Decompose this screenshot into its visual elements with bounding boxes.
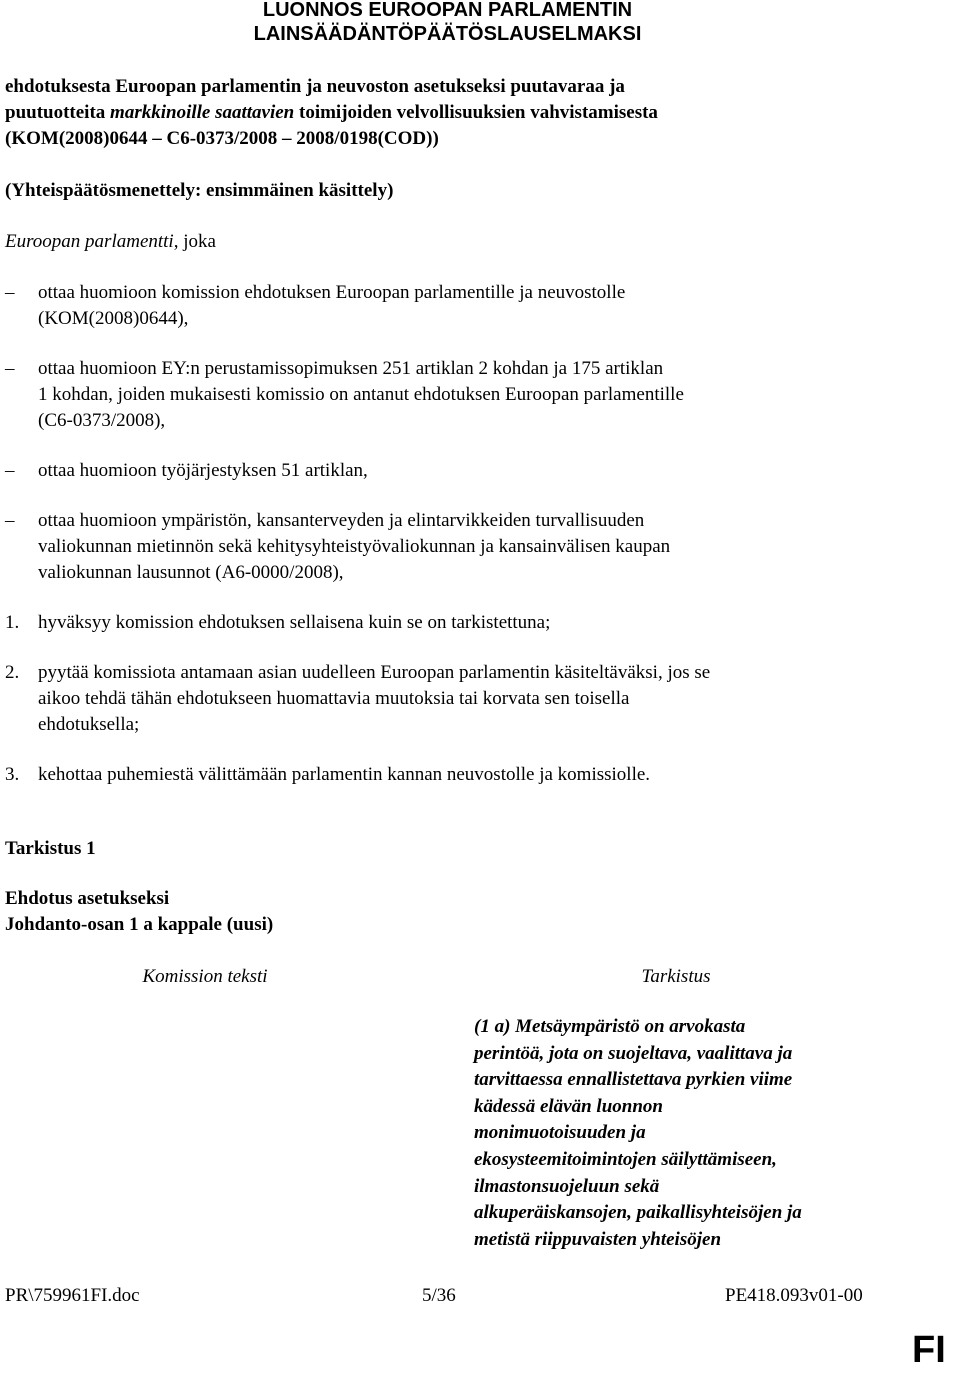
amendment-text-line: kädessä elävän luonnon	[474, 1095, 663, 1117]
dash-bullet: –	[5, 358, 15, 379]
citation-4-line-1: ottaa huomioon ympäristön, kansanterveyden ja elintarvikkeiden turvallisuuden	[38, 510, 645, 531]
title-line-2: LAINSÄÄDÄNTÖPÄÄTÖSLAUSELMAKSI	[253, 23, 642, 45]
citation-3-line-1: ottaa huomioon työjärjestyksen 51 artiklan,	[38, 460, 368, 481]
proposal-line-1: ehdotuksesta Euroopan parlamentin ja neuvoston asetukseksi puutavaraa ja	[5, 76, 625, 97]
resolution-number: 3.	[5, 764, 20, 785]
amendment-text-line: ilmastonsuojeluun sekä	[474, 1175, 660, 1197]
amendment-recital-label: Johdanto-osan 1 a kappale (uusi)	[5, 914, 274, 935]
amendment-text-line: tarvittaessa ennallistettava pyrkien viime	[474, 1069, 793, 1091]
proposal-line-2-a: puutuotteita	[5, 102, 111, 123]
footer-doc-ref: PR\759961FI.doc	[5, 1285, 140, 1306]
citation-1-line-2: (KOM(2008)0644),	[38, 308, 189, 329]
proposal-line-2	[5, 100, 658, 126]
amendment-text-line: metistä riippuvaisten yhteisöjen	[474, 1228, 722, 1250]
footer-pe-ref: PE418.093v01-00	[725, 1285, 863, 1306]
amendment-text-line: (1 a) Metsäympäristö on arvokasta	[474, 1016, 746, 1037]
footer-page-number: 5/36	[422, 1285, 456, 1306]
amendment-text-line: perintöä, jota on suojeltava, vaalittava ja	[474, 1042, 793, 1064]
parliament-intro-italic: Euroopan parlamentti	[5, 231, 174, 252]
title-line-1: LUONNOS EUROOPAN PARLAMENTIN	[262, 0, 633, 21]
proposal-line-2-c: toimijoiden velvollisuuksien vahvistamisesta	[294, 102, 658, 123]
dash-bullet: –	[5, 510, 15, 531]
resolution-number: 2.	[5, 662, 20, 683]
resolution-3-line-1: kehottaa puhemiestä välittämään parlamentin kannan neuvostolle ja komissiolle.	[38, 764, 651, 785]
amendment-proposal-label: Ehdotus asetukseksi	[5, 888, 170, 909]
resolution-1-line-1: hyväksyy komission ehdotuksen sellaisena kuin se on tarkistettuna;	[38, 612, 551, 633]
citation-2-line-1: ottaa huomioon EY:n perustamissopimuksen 251 artiklan 2 kohdan ja 175 artiklan	[38, 358, 664, 379]
parliament-intro-rest: , joka	[173, 231, 216, 252]
citation-2-line-3: (C6-0373/2008),	[38, 410, 166, 431]
resolution-2-line-3: ehdotuksella;	[38, 714, 140, 735]
amendment-text	[474, 1014, 944, 1253]
citation-4-line-2: valiokunnan mietinnön sekä kehitysyhteistyövaliokunnan ja kansainvälisen kaupan	[38, 536, 671, 557]
proposal-line-3: (KOM(2008)0644 – C6-0373/2008 – 2008/0198(COD))	[5, 128, 439, 149]
column-header-commission-text: Komission teksti	[142, 966, 268, 987]
column-header-amendment: Tarkistus	[641, 966, 711, 987]
citation-2-line-2: 1 kohdan, joiden mukaisesti komissio on antanut ehdotuksen Euroopan parlamentille	[38, 384, 684, 405]
citation-1-line-1: ottaa huomioon komission ehdotuksen Euroopan parlamentille ja neuvostolle	[38, 282, 626, 303]
parliament-intro	[5, 229, 216, 255]
citation-4-line-3: valiokunnan lausunnot (A6-0000/2008),	[38, 562, 344, 583]
footer-language-code: FI	[912, 1329, 946, 1371]
amendment-text-line: monimuotoisuuden ja	[474, 1122, 646, 1144]
proposal-line-2-italic: markkinoille saattavien	[110, 102, 295, 123]
amendment-text-line: ekosysteemitoimintojen säilyttämiseen,	[474, 1148, 777, 1170]
amendment-text-line: alkuperäiskansojen, paikallisyhteisöjen ja	[474, 1202, 802, 1224]
resolution-2-line-1: pyytää komissiota antamaan asian uudelleen Euroopan parlamentin käsiteltäväksi, jos se	[38, 662, 711, 683]
resolution-2-line-2: aikoo tehdä tähän ehdotukseen huomattavia muutoksia tai korvata sen toisella	[38, 688, 630, 709]
dash-bullet: –	[5, 282, 15, 303]
resolution-number: 1.	[5, 612, 20, 633]
dash-bullet: –	[5, 460, 15, 481]
amendment-heading: Tarkistus 1	[5, 838, 96, 859]
procedure-label: (Yhteispäätösmenettely: ensimmäinen käsittely)	[5, 180, 394, 201]
